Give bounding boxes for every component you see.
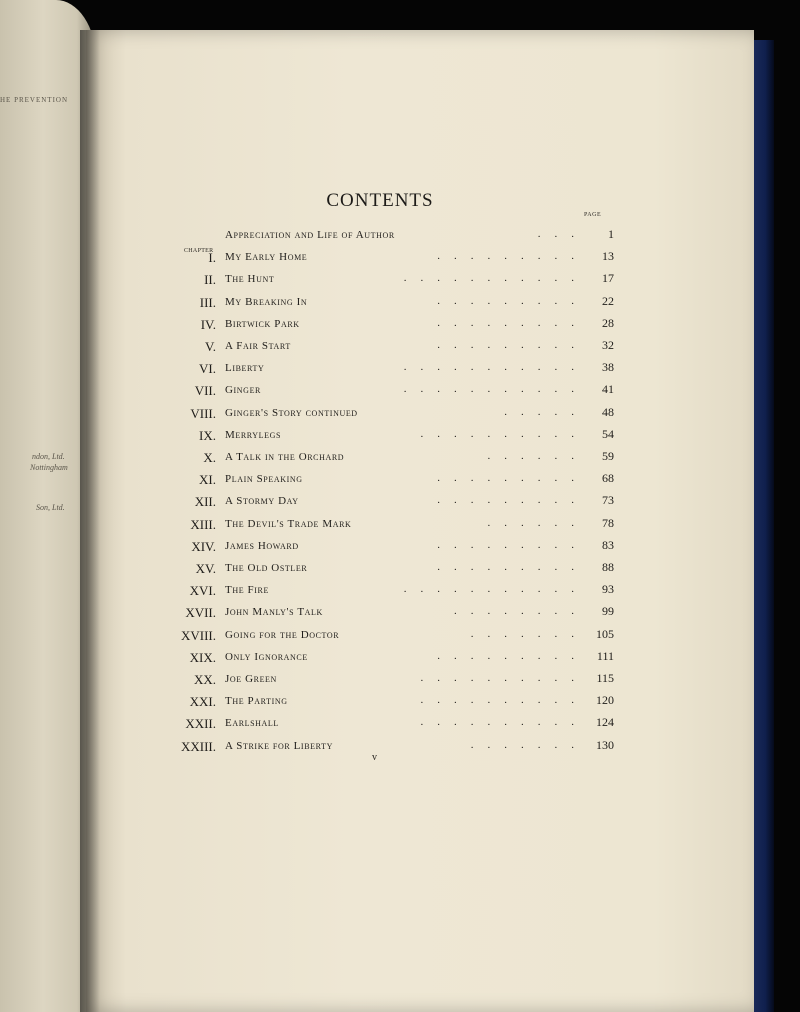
toc-entry <box>170 426 614 446</box>
page-number: 130 <box>596 737 614 752</box>
chapter-title: Liberty <box>225 362 265 375</box>
chapter-number: XIX. <box>189 649 216 665</box>
chapter-title: Earlshall <box>225 717 279 730</box>
chapter-number: IX. <box>199 427 216 443</box>
dot-leader: ....... <box>470 627 588 640</box>
toc-entry <box>170 714 614 734</box>
page-number: 99 <box>602 604 614 619</box>
chapter-number: I. <box>208 250 216 266</box>
dot-leader: ...... <box>487 516 588 529</box>
chapter-title: The Parting <box>225 695 288 708</box>
page-folio: v <box>372 752 377 763</box>
chapter-number: VI. <box>199 361 216 377</box>
page-number: 93 <box>602 582 614 597</box>
page-number: 32 <box>602 338 614 352</box>
page-column-heading: PAGE <box>584 212 602 218</box>
toc-entry <box>170 293 614 313</box>
dot-leader: ...... <box>487 450 588 462</box>
dot-leader: .......... <box>420 716 588 729</box>
chapter-number: III. <box>199 294 216 310</box>
dot-leader: ........... <box>403 361 588 374</box>
page-number: 17 <box>602 271 614 286</box>
dot-leader: ........... <box>403 383 588 396</box>
left-page-fragment: Nottingham <box>30 463 68 472</box>
page-number: 78 <box>602 515 614 530</box>
chapter-number: XII. <box>194 494 216 510</box>
chapter-title: My Breaking In <box>225 295 308 308</box>
chapter-number: XIV. <box>191 538 216 554</box>
page-number: 38 <box>602 360 614 375</box>
toc-entry <box>170 515 614 535</box>
left-page-fragment: Son, Ltd. <box>36 503 65 512</box>
chapter-number: XXI. <box>189 694 216 710</box>
chapter-number: XIII. <box>190 516 216 532</box>
dot-leader: ......... <box>437 538 588 551</box>
chapter-title: Joe Green <box>225 673 277 685</box>
dot-leader: .......... <box>420 694 588 707</box>
dot-leader: .......... <box>420 427 588 440</box>
chapter-number: X. <box>203 450 216 465</box>
dot-leader: ... <box>537 228 588 240</box>
chapter-title: My Early Home <box>225 251 308 264</box>
page-number: 111 <box>596 648 614 663</box>
chapter-number: VIII. <box>190 405 216 421</box>
chapter-title: Ginger's Story continued <box>225 406 358 419</box>
chapter-title: Appreciation and Life of Author <box>225 229 395 241</box>
chapter-title: A Stormy Day <box>225 495 299 508</box>
toc-entry <box>170 226 614 246</box>
page-number: 41 <box>602 382 614 397</box>
page-number: 120 <box>596 693 614 708</box>
book-cover-edge <box>752 40 774 1012</box>
chapter-title: Birtwick Park <box>225 317 300 330</box>
dot-leader: ......... <box>437 472 588 485</box>
toc-entry <box>170 448 614 468</box>
dot-leader: ......... <box>437 316 588 329</box>
dot-leader: ........ <box>454 605 588 618</box>
toc-entry <box>170 381 614 401</box>
chapter-title: James Howard <box>225 539 299 552</box>
chapter-title: John Manly's Talk <box>225 606 323 619</box>
dot-leader: ........... <box>403 583 588 596</box>
chapter-number: V. <box>205 339 216 354</box>
toc-entry <box>170 559 614 579</box>
page-number: 83 <box>602 537 614 552</box>
chapter-title: The Fire <box>225 584 269 597</box>
chapter-number: XVIII. <box>180 627 216 643</box>
toc-entry <box>170 737 614 757</box>
page-number: 115 <box>596 671 614 685</box>
toc-entry <box>170 648 614 668</box>
chapter-number: XX. <box>193 672 216 687</box>
left-page-fragment: ndon, Ltd. <box>32 452 65 461</box>
toc-entry <box>170 626 614 646</box>
toc-entry <box>170 359 614 379</box>
chapter-number: XI. <box>199 472 216 488</box>
page-number: 68 <box>602 471 614 486</box>
page-number: 88 <box>602 560 614 574</box>
toc-entry <box>170 270 614 290</box>
toc-entry <box>170 603 614 623</box>
chapter-title: Plain Speaking <box>225 473 303 486</box>
left-page-fragment: HE PREVENTION <box>0 96 69 104</box>
chapter-title: A Talk in the Orchard <box>225 451 345 463</box>
chapter-title: Going for the Doctor <box>225 628 340 641</box>
chapter-number: XVI. <box>189 583 216 599</box>
page-number: 54 <box>602 426 614 441</box>
chapter-number: II. <box>204 272 216 288</box>
dot-leader: .......... <box>420 672 588 684</box>
page-number: 1 <box>608 227 614 241</box>
toc-entry <box>170 337 614 357</box>
dot-leader: ......... <box>437 339 588 351</box>
chapter-number: XXII. <box>185 716 216 732</box>
toc-entry <box>170 470 614 490</box>
dot-leader: ......... <box>437 494 588 507</box>
gutter-shadow <box>80 30 100 1012</box>
toc-entry <box>170 581 614 601</box>
toc-entry <box>170 692 614 712</box>
dot-leader: ..... <box>504 405 588 418</box>
contents-title: CONTENTS <box>326 190 434 211</box>
chapter-number: XXIII. <box>180 738 216 754</box>
page-number: 28 <box>602 315 614 330</box>
chapter-number: XV. <box>195 561 216 576</box>
chapter-number: IV. <box>200 316 216 332</box>
toc-entry <box>170 315 614 335</box>
dot-leader: ........... <box>403 272 588 285</box>
dot-leader: ......... <box>437 649 588 662</box>
chapter-title: The Old Ostler <box>225 562 308 574</box>
page-number: 22 <box>602 293 614 308</box>
dot-leader: ....... <box>470 738 588 751</box>
page-number: 48 <box>602 404 614 419</box>
chapter-title: Ginger <box>225 384 261 397</box>
chapter-title: The Hunt <box>225 273 275 286</box>
page-number: 13 <box>602 249 614 264</box>
page-number: 105 <box>596 626 614 641</box>
page-number: 73 <box>602 493 614 508</box>
chapter-number: VII. <box>194 383 216 399</box>
chapter-title: A Strike for Liberty <box>225 739 333 752</box>
chapter-number: XVII. <box>185 605 216 621</box>
chapter-title: Only Ignorance <box>225 650 308 663</box>
chapter-column-heading: CHAPTER <box>184 248 214 254</box>
toc-entry <box>170 492 614 512</box>
chapter-title: The Devil's Trade Mark <box>225 517 352 530</box>
page-number: 59 <box>602 449 614 463</box>
toc-entry <box>170 670 614 690</box>
toc-entry <box>170 537 614 557</box>
page-number: 124 <box>596 715 614 730</box>
dot-leader: ......... <box>437 561 588 573</box>
chapter-title: A Fair Start <box>225 340 291 352</box>
dot-leader: ......... <box>437 294 588 307</box>
toc-entry <box>170 404 614 424</box>
dot-leader: ......... <box>437 250 588 263</box>
toc-entry <box>170 248 614 268</box>
chapter-title: Merrylegs <box>225 428 282 441</box>
